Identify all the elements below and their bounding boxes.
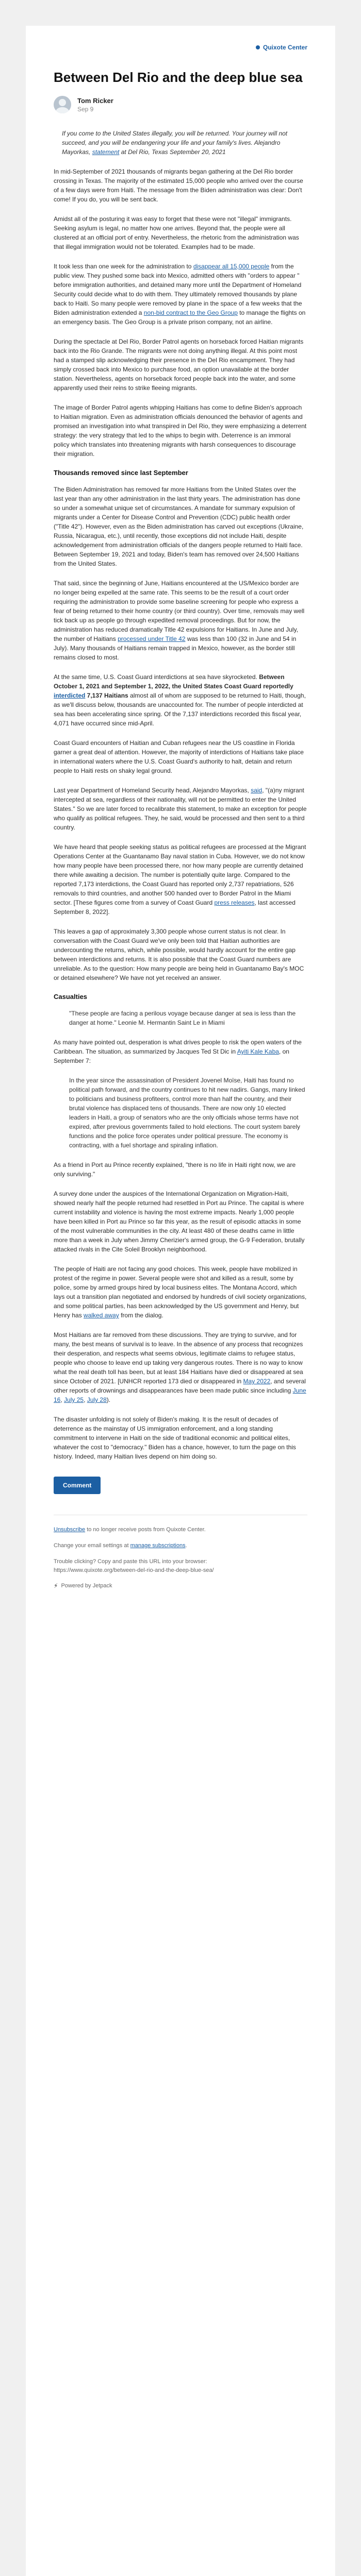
july-28-link[interactable]: July 28 [87, 1396, 107, 1403]
paragraph: Amidst all of the posturing it was easy to forget that these were not "illegal" immigrants. Seeking asylum is legal, no matter how one arrives. Beyond that, the people were all clustered at an official port of entry. Nevertheless, the rhetoric from the administration was that illegal immigration would not be tolerated. Examples had to be made. [54, 215, 299, 250]
settings-line [54, 1541, 307, 1550]
post-date: Sep 9 [77, 105, 94, 113]
section-heading: Thousands removed since last September [54, 469, 188, 477]
ayiti-kale-kaba-link[interactable]: Ayiti Kale Kaba [237, 1048, 279, 1055]
paragraph: In mid-September of 2021 thousands of migrants began gathering at the Del Rio border crossing in Texas. The majority of the estimated 15,000 people who arrived over the course of a few days were from Haiti. The message from the Biden administration was clear: Don't come! If you do, you will be sent back. [54, 168, 303, 203]
paragraph: The Biden Administration has removed far more Haitians from the United States over the last year than any other administration in the last thirty years. The administration has done so under a somewhat unique set of circumstances. A mandate for summary expulsion of migrants under a Center for Disease Control and Prevention (CDC) public health order ("Title 42"). However, even as the Biden administration has carved out exceptions (Ukraine, Russia, Nicaragua, etc.), until recently, those exceptions did not include Haiti, despite acknowledgement from administration officials of the dangers people returned to Haiti face. Between September 19, 2021 and today, Biden's team has removed over 24,500 Haitians from the United States. [54, 486, 304, 567]
paragraph [54, 262, 307, 327]
text: , last accessed September 8, 2022]. [54, 899, 296, 916]
intro-quote [54, 129, 307, 157]
paragraph [54, 1330, 307, 1404]
paragraph [54, 1038, 307, 1065]
comment-button[interactable]: Comment [54, 1477, 101, 1494]
text: We have heard that people seeking status as political refugees are processed at the Migrant Operations Center at the Guantanamo Bay naval station in Cuba. However, we do not know how many people have been processed there, nor how many people are currently detained there while awaiting a decision. The number is potentially quite large. Compared to the reported 7,173 interdictions, the Coast Guard has reported only 2,737 repatriations, 526 removals to third countries, and another 500 handed over to Border Patrol in the Miami sector. [These figures come from a survey of Coast Guard [54, 843, 306, 906]
brand-name: Quixote Center [262, 44, 307, 51]
text: ). [106, 1396, 111, 1403]
section-heading: Casualties [54, 993, 88, 1001]
text: , [60, 1396, 64, 1403]
bold-text: Between October 1, 2021 and September 1, 2022, the United States Coast Guard reportedly [54, 673, 293, 690]
trouble-clicking [54, 1557, 307, 1575]
paragraph [54, 672, 307, 728]
paragraph [54, 1264, 307, 1320]
intro-quote-tail: at Del Rio, Texas September 20, 2021 [119, 148, 226, 156]
text: That said, since the beginning of June, Haitians encountered at the US/Mexico border are no longer being expelled at the same rate. This seems to be the result of a court order requiring the administration to provide some baseline screening for people who express a fear of being returned to their home country (or third country). Over time, removals may well tick back up as people go through expedited removal proceedings. But for now, the administration has reduced dramatically Title 42 expulsions for Haitians. In June and July, the number of Haitians [54, 580, 305, 642]
unsubscribe-line [54, 1526, 307, 1534]
interdicted-link[interactable]: interdicted [54, 692, 86, 699]
paragraph: The image of Border Patrol agents whipping Haitians has come to define Biden's approach to Haitian migration. Even as administration officials denounced the behavior of agents and promised an investigation into what transpired in Del Rio, they were emphasizing a deterrent strategy: the very strategy that led to the whips to begin with. Deterrence is an immoral policy which translates into threatening migrants with harsh consequences to discourage their migration. [54, 404, 307, 457]
text: . [185, 1543, 187, 1549]
text: Last year Department of Homeland Security head, Alejandro Mayorkas, [54, 787, 251, 794]
email-card [26, 26, 335, 2576]
text: As many have pointed out, desperation is what drives people to risk the open waters of the Caribbean. The situation, as summarized by Jacques Ted St Dic in [54, 1039, 302, 1055]
post-url[interactable]: https://www.quixote.org/between-del-rio-and-the-deep-blue-sea/ [54, 1567, 214, 1573]
text: At the same time, U.S. Coast Guard interdictions at sea have skyrocketed. [54, 673, 259, 681]
geo-group-contract-link[interactable]: non-bid contract to the Geo Group [143, 309, 238, 316]
brand-logo-icon [256, 45, 260, 49]
paragraph: As a friend in Port au Prince recently explained, "there is no life in Haiti right now, we are only surviving." [54, 1161, 296, 1178]
title-42-link[interactable]: processed under Title 42 [118, 635, 186, 642]
text: , "(a)ny migrant intercepted at sea, regardless of their nationality, will not be permitted to enter the United States." So we are later forced to recalibrate this statement, to make an exception for people who qualify as political refugees. They, he said, would be processed and then sent to a third country. [54, 787, 307, 831]
text: , and several other reports of drownings and disappearances have been made public since including [54, 1378, 306, 1394]
jetpack-icon: ⚡ [54, 1582, 58, 1589]
paragraph: The disaster unfolding is not solely of Biden's making. It is the result of decades of deterrence as the mainstay of US immigration enforcement, and a long standing commitment to intervene in Haiti on the side of traditional economic and political elites, whatever the cost to "democracy." Biden has a chance, however, to turn the page on this history. Indeed, many Haitian lives depend on him doing so. [54, 1416, 296, 1460]
article-title[interactable]: Between Del Rio and the deep blue sea [54, 70, 303, 85]
text: from the dialog. [119, 1312, 163, 1319]
text: , on September 7: [54, 1048, 289, 1064]
block-quote: "These people are facing a perilous voyage because danger at sea is less than the danger at home." Leonie M. Hermantin Saint Le in Miami [69, 1010, 296, 1026]
footer [54, 1526, 307, 1589]
paragraph: During the spectacle at Del Rio, Border Patrol agents on horseback forced Haitian migrants back into the Rio Grande. The migrants were not doing anything illegal. At this point most had a stamped slip acknowledging their presence in the Del Rio encampment. They had simply crossed back into Mexico to purchase food, an option unavailable at the border station. Nevertheless, agents on horseback forced people back into the water, and some apparently used their reins to strike fleeing migrants. [54, 338, 304, 392]
block-quote: In the year since the assassination of President Jovenel Moïse, Haiti has found no political path forward, and the country continues to hit new nadirs. Gangs, many linked to politicians and business profiteers, control more than half the country, and their brutal violence has displaced tens of thousands. There are now only 10 elected leaders in Haiti, a group of senators who are the only officials whose terms have not expired, after previous governments failed to hold elections. The court system barely functions and the police force operates under political pressure. The economy is contracting, with a fuel shortage and spiraling inflation. [69, 1077, 305, 1149]
text: Trouble clicking? Copy and paste this URL into your browser: [54, 1558, 207, 1565]
text: from the public view. They pushed some back into Mexico, admitted others with "orders to appear " before immigration authorities, and detained many more until the Department of Homeland Security could decide what to do with them. They ultimately removed thousands by plane back to Haiti. So many people were removed by plane in the space of a few weeks that the Biden administration extended a [54, 263, 302, 316]
paragraph: This leaves a gap of approximately 3,300 people whose current status is not clear. In conversation with the Coast Guard we've only been told that Haitian authorities are undercounting the returns, which, while possible, would hardly account for the entire gap between interdictions and returns. It is also possible that the Coast Guard numbers are unreliable. As to the question: How many people are being held in Guantanamo Bay's MOC or detained elsewhere? We have not yet received an answer. [54, 928, 304, 981]
author-avatar [54, 96, 71, 113]
said-link[interactable]: said [251, 787, 262, 794]
powered-by-text: Powered by Jetpack [61, 1583, 112, 1589]
may-2022-link[interactable]: May 2022 [243, 1378, 271, 1385]
paragraph [54, 842, 307, 917]
paragraph [54, 579, 307, 662]
paragraph: A survey done under the auspices of the International Organization on Migration-Haiti, showed nearly half the people returned had resettled in Port au Prince. The capital is where current instability and violence is having the most extreme impacts. Nearly 1,000 people have been killed in Port au Prince so far this year, as the result of episodic attacks in some of the most vulnerable communities in the city. At least 480 of these deaths came in little more than a week in July when Jimmy Cherizier's armed group, the G-9 Federation, brutally attacked rivals in the Cite Soleil Brooklyn neighborhood. [54, 1190, 305, 1253]
disappear-link[interactable]: disappear all 15,000 people [193, 263, 270, 270]
text: Most Haitians are far removed from these discussions. They are trying to survive, and for many, the best means of survival is to leave. In the absence of any process that recognizes their desperation, and respects what seems obvious, legitimate claims to refugee status, people who choose to leave end up taking very dangerous routes. There is no way to know what the real death toll has been, but at least 184 Haitians have died or disappeared at sea since October of 2021. [UNHCR reported 173 died or disappeared in [54, 1331, 303, 1385]
author-name: Tom Ricker [77, 96, 113, 105]
text: It took less than one week for the administration to [54, 263, 193, 270]
statement-link[interactable]: statement [92, 148, 120, 156]
press-releases-link[interactable]: press releases [214, 899, 255, 906]
text: , [84, 1396, 87, 1403]
june-16-link[interactable]: June 16 [54, 1387, 306, 1403]
manage-subscriptions-link[interactable]: manage subscriptions [130, 1543, 186, 1549]
intro-quote-text: If you come to the United States illegally, you will be returned. Your journey will not succeed, and you will be endangering your life and your family's lives. Alejandro Mayorkas, [62, 130, 288, 156]
bold-text: 7,137 Haitians [85, 692, 128, 699]
text: to manage the flights on an emergency basis. The Geo Group is a private prison company, not an airline. [54, 309, 306, 326]
text: to no longer receive posts from Quixote Center. [85, 1527, 206, 1533]
text: Change your email settings at [54, 1543, 130, 1549]
walked-away-link[interactable]: walked away [84, 1312, 119, 1319]
text: almost all of whom are supposed to be returned to Haiti, though, as we'll discuss below, thousands are unaccounted for. The number of people interdicted at sea has been accelerating since spring. Of the 7,137 interdictions recorded this fiscal year, 4,071 have occurred since mid-April. [54, 692, 306, 727]
text: was less than 100 (32 in June and 54 in July). Many thousands of Haitians remain trapped in Mexico, however, as the border still remains closed to most. [54, 635, 297, 661]
text: The people of Haiti are not facing any good choices. This week, people have mobilized in protest of the regime in power. Several people were shot and killed as a result, some by police, some by armed groups hired by local business elites. The Montana Accord, which lays out a transition plan negotiated and endorsed by hundreds of civil society organizations, and some political parties, has been acknowledged by the US government and Henry, but Henry has [54, 1265, 307, 1319]
paragraph [54, 786, 307, 832]
brand-header[interactable] [54, 26, 307, 69]
paragraph: Coast Guard encounters of Haitian and Cuban refugees near the US coastline in Florida garner a great deal of attention. However, the majority of interdictions of Haitians take place in international waters where the U.S. Coast Guard's authority to halt, detain and return people to Haiti rests on shaky legal ground. [54, 739, 304, 774]
july-25-link[interactable]: July 25 [64, 1396, 84, 1403]
unsubscribe-link[interactable]: Unsubscribe [54, 1527, 86, 1533]
byline [54, 96, 307, 113]
powered-by[interactable] [54, 1582, 307, 1589]
